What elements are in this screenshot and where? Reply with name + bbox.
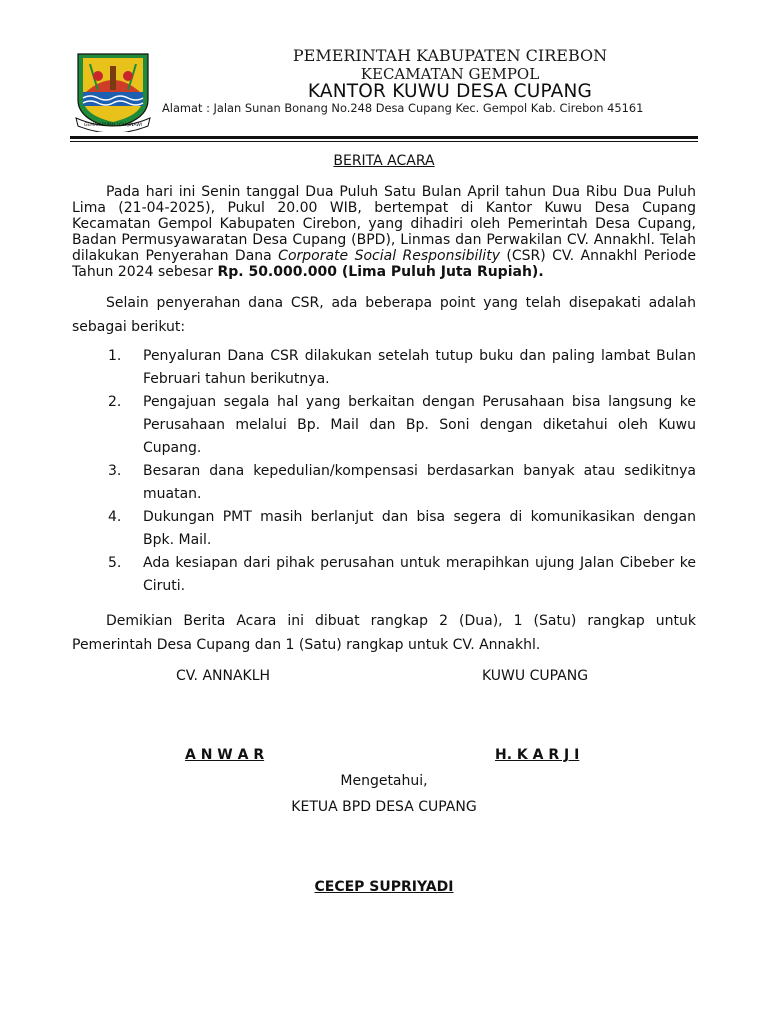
witness-name: CECEP SUPRIYADI <box>314 879 454 895</box>
letterhead-divider-thick <box>70 136 698 139</box>
csr-italic-term: Corporate Social Responsibility <box>278 248 500 264</box>
signatory-right-name: H. K A R J I <box>495 747 580 763</box>
opening-paragraph <box>72 184 696 280</box>
list-item-number: 1. <box>108 348 122 364</box>
list-item-text: Besaran dana kepedulian/kompensasi berdasarkan banyak atau sedikitnya muatan. <box>143 463 696 502</box>
list-item-number: 5. <box>108 555 122 571</box>
list-item <box>72 460 696 506</box>
svg-text:GEMAH RIPAH LOH JINAWI: GEMAH RIPAH LOH JINAWI <box>83 123 143 128</box>
closing-paragraph: Demikian Berita Acara ini dibuat rangkap 2 (Dua), 1 (Satu) rangkap untuk Pemerintah Desa Cupang dan 1 (Satu) rangkap untuk CV. Annakhl. <box>72 613 696 653</box>
letterhead-government: PEMERINTAH KABUPATEN CIREBON <box>292 46 608 65</box>
list-item <box>72 506 696 552</box>
cirebon-regency-crest-logo <box>68 48 158 132</box>
list-item-number: 2. <box>108 394 122 410</box>
agreement-points-list <box>72 345 696 598</box>
list-item-number: 4. <box>108 509 122 525</box>
letterhead-divider-thin <box>70 141 698 142</box>
signatory-left-title: CV. ANNAKLH <box>176 668 271 684</box>
opening-text: Pada hari ini Senin tanggal Dua Puluh Satu Bulan April tahun Dua Ribu Dua Puluh Lima (21-04-2025), Pukul 20.00 WIB, bertempat di Kantor Kuwu Desa Cupang Kecamatan Gempol Kabupaten Cirebon, yang dihadiri oleh Pemerintah Desa Cupang, Badan Permusyawaratan Desa Cupang (BPD), Linmas dan Perwakilan CV. Annakhl. Telah dilakukan Penyerahan Dana <box>72 184 696 264</box>
letterhead-district: KECAMATAN GEMPOL <box>360 65 540 83</box>
csr-amount: Rp. 50.000.000 (Lima Puluh Juta Rupiah). <box>217 264 544 280</box>
opening-text-continued: (CSR) CV. Annakhl Periode Tahun 2024 sebesar <box>72 248 697 280</box>
witness-title: KETUA BPD DESA CUPANG <box>291 799 477 815</box>
list-item-number: 3. <box>108 463 122 479</box>
letterhead-office: KANTOR KUWU DESA CUPANG <box>307 81 593 102</box>
letterhead-address: Alamat : Jalan Sunan Bonang No.248 Desa Cupang Kec. Gempol Kab. Cirebon 45161 <box>162 101 644 115</box>
list-item-text: Dukungan PMT masih berlanjut dan bisa segera di komunikasikan dengan Bpk. Mail. <box>143 509 696 548</box>
signatory-right-title: KUWU CUPANG <box>482 668 589 684</box>
list-item <box>72 391 696 460</box>
list-item <box>72 552 696 598</box>
list-item <box>72 345 696 391</box>
list-item-text: Ada kesiapan dari pihak perusahan untuk merapihkan ujung Jalan Cibeber ke Ciruti. <box>143 555 696 594</box>
agreement-intro-paragraph: Selain penyerahan dana CSR, ada beberapa point yang telah disepakati adalah sebagai berikut: <box>72 295 696 335</box>
list-item-text: Penyaluran Dana CSR dilakukan setelah tutup buku dan paling lambat Bulan Februari tahun berikutnya. <box>143 348 696 387</box>
signatory-left-name: A N W A R <box>185 747 265 763</box>
document-title: BERITA ACARA <box>333 153 435 169</box>
witness-label: Mengetahui, <box>340 773 428 789</box>
list-item-text: Pengajuan segala hal yang berkaitan dengan Perusahaan bisa langsung ke Perusahaan melalui Bp. Mail dan Bp. Soni dengan diketahui oleh Kuwu Cupang. <box>143 394 696 456</box>
